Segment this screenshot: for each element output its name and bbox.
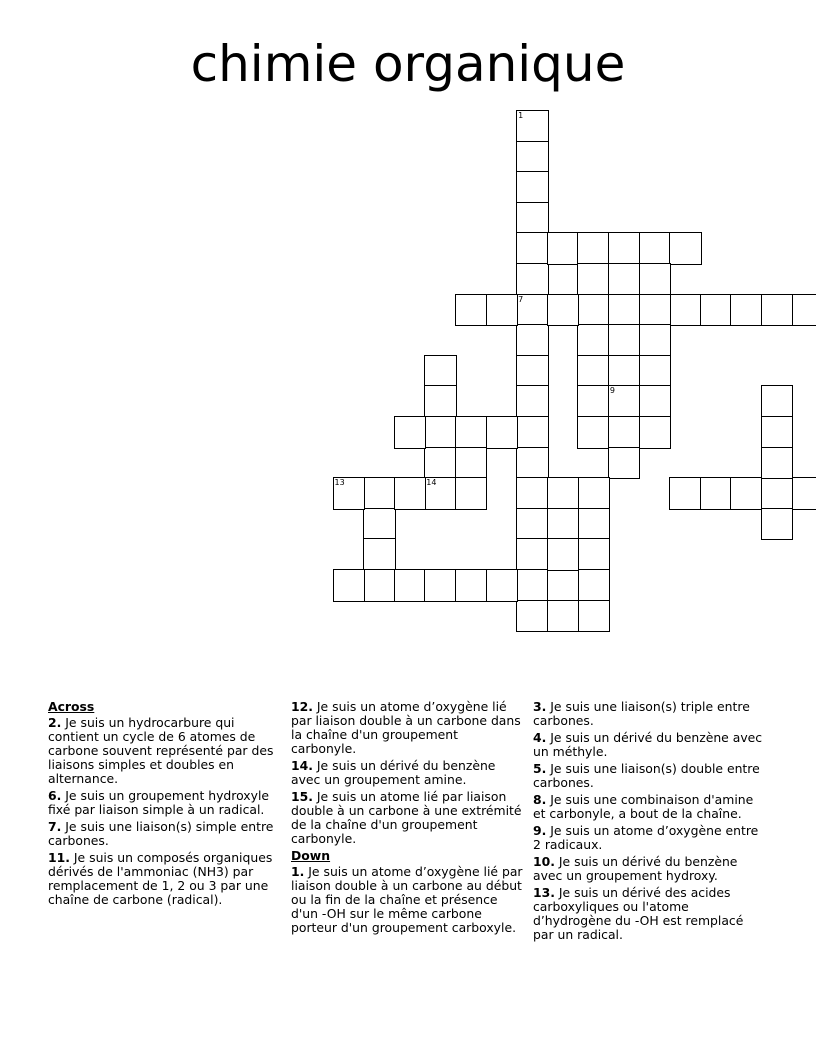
grid-cell[interactable] <box>761 477 794 510</box>
grid-cell[interactable] <box>516 600 549 633</box>
grid-cell[interactable] <box>516 416 549 449</box>
clues-section <box>0 700 816 1040</box>
clue-number: 13. <box>533 885 555 900</box>
grid-cell[interactable] <box>577 477 610 510</box>
clue-text: Je suis un groupement hydroxyle fixé par liaison simple à un radical. <box>48 788 270 817</box>
clue-text: Je suis une combinaison d'amine et carbonyle, a bout de la chaîne. <box>533 792 754 821</box>
grid-cell[interactable] <box>455 569 488 602</box>
clue-text: Je suis un dérivé du benzène avec un méthyle. <box>533 730 763 759</box>
clue-number: 10. <box>533 854 555 869</box>
grid-cell[interactable] <box>547 538 580 571</box>
clue-column-3 <box>533 700 766 945</box>
grid-cell[interactable] <box>516 355 549 388</box>
grid-cell[interactable] <box>455 416 488 449</box>
clue-number-label: 1 <box>518 111 524 120</box>
grid-cell[interactable] <box>577 385 610 418</box>
grid-cell[interactable] <box>333 477 366 510</box>
grid-cell[interactable] <box>577 232 610 265</box>
clue-number-label: 7 <box>518 294 524 304</box>
grid-cell[interactable] <box>608 447 641 480</box>
clue-number: 2. <box>48 715 62 730</box>
grid-cell[interactable] <box>516 508 549 541</box>
clue-item <box>533 886 766 942</box>
clue-number: 11. <box>48 850 70 865</box>
grid-cell[interactable] <box>761 508 794 541</box>
grid-cell[interactable] <box>424 416 457 449</box>
grid-cell[interactable] <box>792 477 816 510</box>
grid-cell[interactable] <box>577 569 610 602</box>
grid-cell[interactable] <box>761 447 794 480</box>
grid-cell[interactable] <box>547 600 580 633</box>
grid-cell[interactable] <box>577 538 610 571</box>
grid-cell[interactable] <box>608 416 641 449</box>
grid-cell[interactable] <box>730 477 763 510</box>
grid-cell[interactable] <box>516 569 549 602</box>
clue-item <box>533 700 766 728</box>
clue-number: 1. <box>291 864 305 879</box>
grid-cell[interactable] <box>761 416 794 449</box>
clue-text: Je suis une liaison(s) double entre carbones. <box>533 761 760 790</box>
grid-cell[interactable] <box>761 294 794 327</box>
grid-cell[interactable] <box>455 294 488 327</box>
grid-cell[interactable] <box>577 294 610 327</box>
grid-cell[interactable] <box>608 232 641 265</box>
grid-cell[interactable] <box>608 294 641 327</box>
grid-cell[interactable] <box>486 416 519 449</box>
clue-number-label: 13 <box>334 478 345 488</box>
grid-cell[interactable] <box>516 141 549 174</box>
puzzle-title: chimie organique <box>190 35 626 93</box>
grid-cell[interactable] <box>516 263 549 296</box>
grid-cell[interactable] <box>363 569 396 602</box>
clue-item <box>533 824 766 852</box>
clue-text: Je suis une liaison(s) triple entre carbones. <box>533 699 750 728</box>
clue-text: Je suis une liaison(s) simple entre carbones. <box>48 819 274 848</box>
clue-item <box>533 731 766 759</box>
clue-item <box>48 789 281 817</box>
grid-cell[interactable] <box>394 569 427 602</box>
grid-cell[interactable] <box>516 110 549 143</box>
grid-cell[interactable] <box>639 416 672 449</box>
grid-cell[interactable] <box>608 263 641 296</box>
grid-cell[interactable] <box>363 508 396 541</box>
grid-cell[interactable] <box>516 477 549 510</box>
clue-text: Je suis un hydrocarbure qui contient un cycle de 6 atomes de carbone souvent représenté par des liaisons simples et doubles en alternance. <box>48 715 274 786</box>
clue-text: Je suis un atome d’oxygène lié par liaison double à un carbone au début ou la fin de la chaîne et présence d'un -OH sur le même carbone porteur d'un groupement carboxyle. <box>291 864 523 935</box>
grid-cell[interactable] <box>792 294 816 327</box>
grid-cell[interactable] <box>547 232 580 265</box>
grid-cell[interactable] <box>333 569 366 602</box>
clue-number-label: 14 <box>426 478 437 488</box>
clue-number: 5. <box>533 761 547 776</box>
clue-number: 3. <box>533 699 547 714</box>
grid-cell[interactable] <box>577 324 610 357</box>
clue-text: Je suis un dérivé du benzène avec un groupement amine. <box>291 758 496 787</box>
across-heading: Across <box>48 699 95 714</box>
clue-column-2 <box>291 700 524 938</box>
grid-cell[interactable] <box>516 538 549 571</box>
grid-cell[interactable] <box>639 385 672 418</box>
clue-text: Je suis un composés organiques dérivés de l'ammoniac (NH3) par remplacement de 1, 2 ou 3 par une chaîne de carbone (radical). <box>48 850 273 907</box>
grid-cell[interactable] <box>516 385 549 418</box>
grid-cell[interactable] <box>424 569 457 602</box>
grid-cell[interactable] <box>516 171 549 204</box>
grid-cell[interactable] <box>700 477 733 510</box>
clue-item <box>291 759 524 787</box>
clue-text: Je suis un atome d’oxygène lié par liaison double à un carbone dans la chaîne d'un groupement carbonyle. <box>291 699 521 756</box>
clue-number: 9. <box>533 823 547 838</box>
grid-cell[interactable] <box>639 324 672 357</box>
grid-cell[interactable] <box>669 294 702 327</box>
grid-cell[interactable] <box>639 355 672 388</box>
clue-number: 14. <box>291 758 313 773</box>
clue-text: Je suis un atome d’oxygène entre 2 radicaux. <box>533 823 759 852</box>
grid-cell[interactable] <box>486 294 519 327</box>
grid-cell[interactable] <box>669 232 702 265</box>
clue-number: 15. <box>291 789 313 804</box>
clue-item <box>533 793 766 821</box>
down-heading: Down <box>291 848 331 863</box>
clue-number: 7. <box>48 819 62 834</box>
grid-cell[interactable] <box>577 416 610 449</box>
clue-text: Je suis un dérivé des acides carboxyliques ou l'atome d’hydrogène du -OH est remplacé par un radical. <box>533 885 744 942</box>
grid-cell[interactable] <box>608 355 641 388</box>
clue-number-label: 9 <box>609 386 615 396</box>
grid-cell[interactable] <box>363 538 396 571</box>
grid-cell[interactable] <box>608 385 641 418</box>
grid-cell[interactable] <box>577 355 610 388</box>
grid-cell[interactable] <box>577 508 610 541</box>
grid-cell[interactable] <box>669 477 702 510</box>
grid-cell[interactable] <box>639 232 672 265</box>
clue-item <box>291 790 524 846</box>
clue-item <box>533 855 766 883</box>
grid-cell[interactable] <box>424 477 457 510</box>
grid-cell[interactable] <box>547 477 580 510</box>
grid-cell[interactable] <box>516 202 549 235</box>
grid-cell[interactable] <box>394 477 427 510</box>
grid-cell[interactable] <box>516 232 549 265</box>
grid-cell[interactable] <box>424 447 457 480</box>
grid-cell[interactable] <box>761 385 794 418</box>
clue-text: Je suis un dérivé du benzène avec un groupement hydroxy. <box>533 854 738 883</box>
grid-cell[interactable] <box>608 324 641 357</box>
clue-number: 8. <box>533 792 547 807</box>
clue-item <box>48 820 281 848</box>
clue-column-1 <box>48 700 281 910</box>
grid-cell[interactable] <box>547 294 580 327</box>
clue-number: 6. <box>48 788 62 803</box>
grid-cell[interactable] <box>547 569 580 602</box>
clue-item <box>291 700 524 756</box>
clue-number: 12. <box>291 699 313 714</box>
grid-cell[interactable] <box>639 263 672 296</box>
grid-cell[interactable] <box>455 477 488 510</box>
grid-cell[interactable] <box>455 447 488 480</box>
grid-cell[interactable] <box>700 294 733 327</box>
grid-cell[interactable] <box>547 508 580 541</box>
clue-text: Je suis un atome lié par liaison double à un carbone à une extrémité de la chaîne d'un groupement carbonyle. <box>291 789 522 846</box>
grid-cell[interactable] <box>516 324 549 357</box>
grid-cell[interactable] <box>424 385 457 418</box>
clue-item <box>48 851 281 907</box>
grid-cell[interactable] <box>486 569 519 602</box>
grid-cell[interactable] <box>730 294 763 327</box>
grid-cell[interactable] <box>516 447 549 480</box>
grid-cell[interactable] <box>577 600 610 633</box>
grid-cell[interactable] <box>394 416 427 449</box>
grid-cell[interactable] <box>424 355 457 388</box>
grid-cell[interactable] <box>577 263 610 296</box>
clue-item <box>291 865 524 935</box>
grid-cell[interactable] <box>363 477 396 510</box>
clue-item <box>533 762 766 790</box>
grid-cell[interactable] <box>516 294 549 327</box>
clue-item <box>48 716 281 786</box>
clue-number: 4. <box>533 730 547 745</box>
grid-cell[interactable] <box>639 294 672 327</box>
